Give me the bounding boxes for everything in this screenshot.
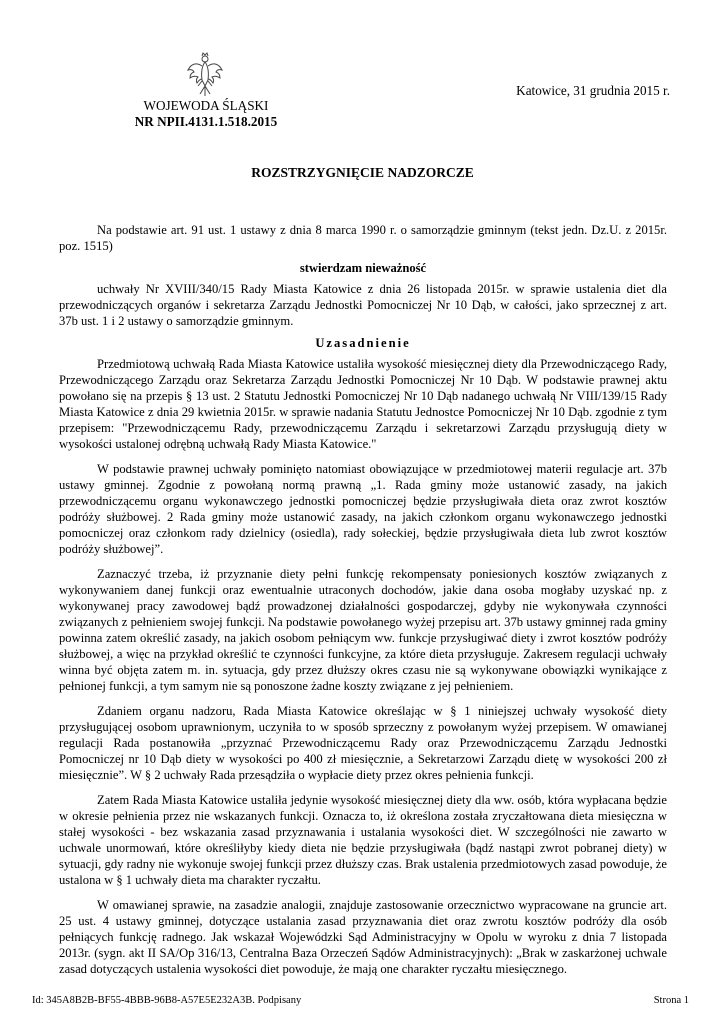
polish-eagle-emblem-icon xyxy=(186,52,224,98)
justification-paragraph: Przedmiotową uchwałą Rada Miasta Katowice ustaliła wysokość miesięcznej diety dla Przewodniczącego Rady, Przewodniczącego Zarządu oraz Sekretarza Zarządu Jednostki Pomocniczej Nr 10 Dąb. W podstawie prawnej aktu powołano się na przepis § 13 ust. 2 Statutu Jednostki Pomocniczej Nr 10 Dąb nadanego uchwałą Nr VIII/139/15 Rady Miasta Katowice z dnia 29 kwietnia 2015r. w sprawie nadania Statutu Jednostce Pomocniczej Nr 10 Dąb. zgodnie z tym przepisem: "Przewodniczącemu Rady, przewodniczącemu Zarządu i sekretarzowi Zarządu przysługują diety w wysokości ustalonej odrębną uchwałą Rady Miasta Katowice." xyxy=(59,357,667,451)
justification-heading: Uzasadnienie xyxy=(315,336,411,350)
document-number: NR NPII.4131.1.518.2015 xyxy=(134,114,278,129)
decision-heading: stwierdzam nieważność xyxy=(299,261,427,275)
justification-paragraph: W omawianej sprawie, na zasadzie analogii, znajduje zastosowanie orzecznictwo wypracowane na gruncie art. 25 ust. 4 ustawy gminnej, dotyczące ustalania zasad przyznawania diet oraz zwrotu kosztów podróży dla osób pełniących funkcję radnego. Jak wskazał Wojewódzki Sąd Administracyjny w Opolu w wyroku z dnia 7 listopada 2013r. (sygn. akt II SA/Op 316/13, Centralna Baza Orzeczeń Sądów Administracyjnych): „Brak w zaskarżonej uchwale zasad dotyczących ustalenia wysokości diet powoduje, że mają one charakter ryczałtu miesięcznego. xyxy=(59,898,667,976)
issuer-name: WOJEWODA ŚLĄSKI xyxy=(143,98,269,113)
document-id-footer: Id: 345A8B2B-BF55-4BBB-96B8-A57E5E232A3B. Podpisany xyxy=(32,995,302,1006)
legal-basis-paragraph: Na podstawie art. 91 ust. 1 ustawy z dnia 8 marca 1990 r. o samorządzie gminnym (tekst jedn. Dz.U. z 2015r. poz. 1515) xyxy=(59,223,667,253)
justification-paragraph: Zatem Rada Miasta Katowice ustaliła jedynie wysokość miesięcznej diety dla ww. osób, która wypłacana będzie w okresie pełnienia przez nie wskazanych funkcji. Oznacza to, iż określona została zryczałtowana dieta miesięczna w stałej wysokości - bez wskazania zasad przyznawania i ustalania wysokości diet. W szczególności nie zawarto w uchwale unormowań, które określiłyby kiedy dieta nie będzie przysługiwała (bądź nastąpi zwrot pobranej diety) w sytuacji, gdy radny nie wykonuje swojej funkcji przez dłuższy czas. Brak ustalenia przedmiotowych zasad powoduje, że ustalona w § 1 uchwały dieta ma charakter ryczałtu. xyxy=(59,793,667,887)
page-number: Strona 1 xyxy=(653,995,689,1006)
issuer-block xyxy=(120,98,292,130)
document-body xyxy=(59,222,667,977)
justification-paragraph: W podstawie prawnej uchwały pominięto natomiast obowiązujące w przedmiotowej materii regulacje art. 37b ustawy gminnej. Zgodnie z powołaną normą prawną „1. Rada gminy może ustanowić zasady, na jakich przewodniczącemu organu wykonawczego jednostki pomocniczej będzie przysługiwała dieta oraz zwrot kosztów podróży służbowej. 2 Rada gminy może ustanowić zasady, na jakich członkom organu wykonawczego jednostki pomocniczej oraz członkom rady dzielnicy (osiedla), rady sołeckiej, będzie przysługiwała dieta lub zwrot kosztów podróży służbowej”. xyxy=(59,462,667,556)
decision-paragraph: uchwały Nr XVIII/340/15 Rady Miasta Katowice z dnia 26 listopada 2015r. w sprawie ustalenia diet dla przewodniczących organów i sekretarza Zarządu Jednostki Pomocniczej Nr 10 Dąb, w całości, jako sprzecznej z art. 37b ust. 1 i 2 ustawy o samorządzie gminnym. xyxy=(59,282,667,328)
document-title: ROZSTRZYGNIĘCIE NADZORCZE xyxy=(251,165,474,180)
justification-paragraph: Zdaniem organu nadzoru, Rada Miasta Katowice określając w § 1 niniejszej uchwały wysokość diety przysługującej osobom uprawnionym, uczyniła to w sposób sprzeczny z powołanym wyżej przepisem. W omawianej regulacji Rada postanowiła „przyznać Przewodniczącemu Rady oraz Przewodniczącemu Zarządu Jednostki Pomocniczej nr 10 Dąb diety w wysokości po 400 zł miesięcznie, a Sekretarzowi Zarządu dietę w wysokości 200 zł miesięcznie”. W § 2 uchwały Rada przesądziła o wypłacie diety przez okres pełnienia funkcji. xyxy=(59,704,667,782)
justification-paragraph: Zaznaczyć trzeba, iż przyznanie diety pełni funkcję rekompensaty poniesionych kosztów związanych z wykonywaniem danej funkcji oraz ewentualnie utraconych dochodów, jakie dana osoba mogłaby uzyskać np. z wykonywanej pracy zawodowej bądź prowadzonej działalności gospodarczej, gdyby nie wykonywała czynności związanych z pełnieniem swojej funkcji. Na podstawie powołanego wyżej przepisu art. 37b ustawy gminnej rada gminy powinna zatem określić zasady, na jakich osobom pełniącym ww. funkcje przysługiwać diety i zwrot kosztów podróży służbowej, a więc na przykład określić te czynności funkcyjne, za które dieta przysługuje. Zakresem regulacji uchwały winna być objęta zatem m. in. sytuacja, gdy przez dłuższy okres czasu nie są wykonywane obowiązki wynikające z pełnionej funkcji, a tym samym nie są ponoszone żadne koszty związane z jej pełnieniem. xyxy=(59,567,667,693)
place-and-date: Katowice, 31 grudnia 2015 r. xyxy=(516,83,670,98)
